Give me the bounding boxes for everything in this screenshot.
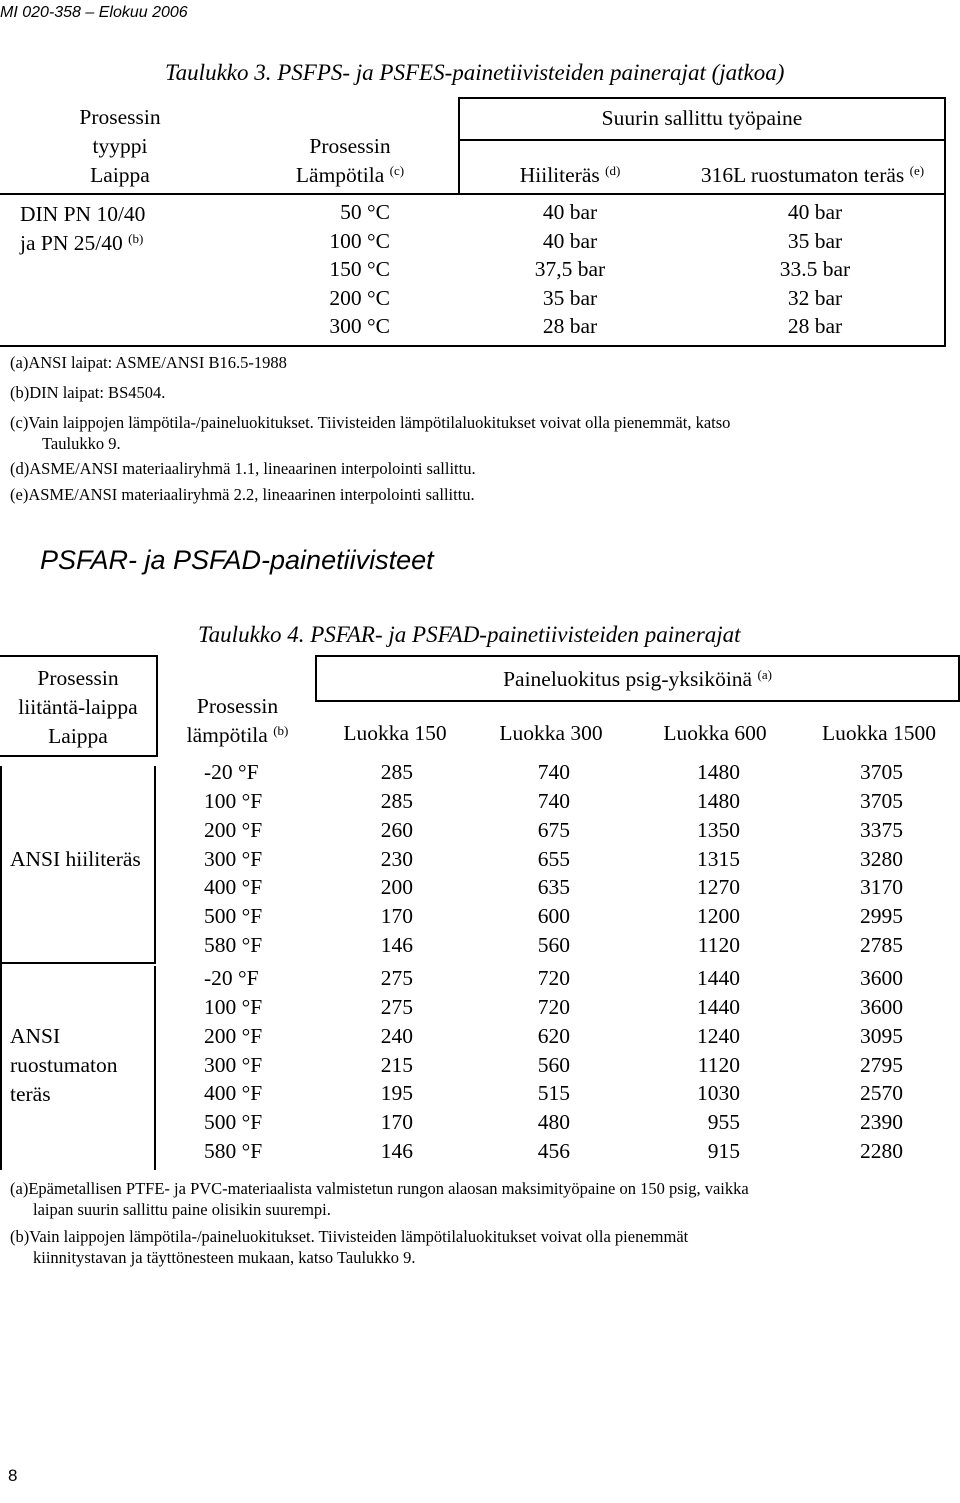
- table4-cell-value: 2570: [860, 1081, 903, 1106]
- table4-cell-value: 146: [380, 933, 413, 958]
- table4-cell-value: 3375: [860, 817, 903, 842]
- table4-cell-temp: 200 °F: [204, 1023, 263, 1048]
- table4-cell-temp: 100 °F: [204, 994, 263, 1019]
- table4-group-label-carbon: ANSI hiiliteräs: [10, 847, 141, 871]
- table4-cell-value: 240: [380, 1023, 413, 1048]
- table4-cell-value: 3280: [860, 846, 903, 871]
- table3-cell-temp: 100 °C: [329, 228, 390, 253]
- table3-cell-ss: 28 bar: [787, 314, 843, 339]
- table4-cell-value: 3095: [860, 1023, 903, 1048]
- table4-cell-value: 215: [380, 1052, 413, 1077]
- table4-cell-value: 285: [380, 788, 413, 813]
- table4-cell-value: 200: [380, 875, 413, 900]
- table4-cell-value: 170: [380, 904, 413, 929]
- table4-cell-temp: 500 °F: [204, 1110, 263, 1135]
- table3-head-process-temp: Prosessin Lämpötila $^{(c)}$: [295, 134, 405, 187]
- table4-cell-value: 720: [537, 994, 570, 1019]
- table4-cell-value: 515: [537, 1081, 570, 1106]
- table4-cell-value: 456: [537, 1139, 570, 1164]
- table3-head-316l: 316L ruostumaton teräs $^{(e)}$: [700, 163, 925, 187]
- table3-process-type: DIN PN 10/40 ja PN 25/40 $^{(b)}$: [20, 202, 146, 255]
- table4-cell-temp: -20 °F: [204, 760, 259, 784]
- table4-footnote-b: (b)Vain laippojen lämpötila-/paineluokitukset. Tiivisteiden lämpötilaluokitukset voivat olla pienemmät kiinnitystavan ja täyttönesteen mukaan, katso Taulukko 9.: [10, 1227, 689, 1267]
- table4-cell-value: 2390: [860, 1110, 903, 1135]
- table4-cell-value: 740: [537, 788, 570, 813]
- table4-cell-value: 146: [380, 1139, 413, 1164]
- table3-head-max-pressure: Suurin sallittu työpaine: [601, 106, 803, 130]
- table4-cell-temp: -20 °F: [204, 966, 259, 990]
- table3-top-rule: [458, 97, 946, 99]
- table3-footnote-b: (b)DIN laipat: BS4504.: [10, 383, 166, 402]
- table4-head-class: Luokka 600: [663, 721, 767, 745]
- table4-group-divider: [0, 962, 156, 964]
- table4-head-class: Luokka 1500: [821, 721, 937, 745]
- table4-group2-vrule: [154, 966, 156, 1170]
- table4-group-rule: [315, 700, 960, 702]
- table3-footnote-e: (e)ASME/ANSI materiaaliryhmä 2.2, lineaarinen interpolointi sallittu.: [10, 485, 475, 504]
- table4-cell-temp: 400 °F: [204, 875, 263, 900]
- table3-footnote-d: (d)ASME/ANSI materiaaliryhmä 1.1, lineaarinen interpolointi sallittu.: [10, 459, 476, 478]
- table4-cell-value: 1120: [697, 933, 740, 958]
- table4-footnote-a: (a)Epämetallisen PTFE- ja PVC-materiaalista valmistetun rungon alaosan maksimityöpaine on 150 psig, vaikka laipan suurin sallittu paine olisikin suurempi.: [10, 1179, 749, 1219]
- table4-cell-value: 2995: [860, 904, 903, 929]
- table3-cell-ss: 40 bar: [787, 200, 843, 224]
- table3-cell-carbon: 35 bar: [542, 285, 598, 310]
- table4-cell-value: 1240: [697, 1023, 740, 1048]
- table3-cell-temp: 300 °C: [329, 314, 390, 339]
- table4-head-pressure-class: Paineluokitus psig-yksiköinä $^{(a)}$: [503, 667, 772, 691]
- table4-cell-value: 275: [380, 966, 413, 990]
- table4-head-class: Luokka 150: [343, 721, 447, 745]
- table3-cell-carbon: 37,5 bar: [534, 257, 606, 282]
- section-title: PSFAR- ja PSFAD-painetiivisteet: [40, 545, 434, 575]
- table4-group-label-stainless: ANSI ruostumaton teräs: [10, 1024, 118, 1106]
- table3-cell-temp: 150 °C: [329, 257, 390, 282]
- table4-cell-temp: 500 °F: [204, 904, 263, 929]
- table4-cell-value: 635: [537, 875, 570, 900]
- table4-cell-value: 1120: [697, 1052, 740, 1077]
- table4-cell-value: 2785: [860, 933, 903, 958]
- table4-cell-temp: 100 °F: [204, 788, 263, 813]
- table4-cell-temp: 580 °F: [204, 933, 263, 958]
- table4-cell-value: 3600: [860, 994, 903, 1019]
- table4-cell-value: 480: [537, 1110, 570, 1135]
- table4-cell-value: 560: [537, 1052, 570, 1077]
- document-header: MI 020-358 – Elokuu 2006: [0, 4, 188, 21]
- table4-cell-value: 1440: [697, 966, 740, 990]
- table4-cell-value: 655: [537, 846, 570, 871]
- table3-cell-carbon: 40 bar: [542, 200, 598, 224]
- table4-cell-value: 720: [537, 966, 570, 990]
- table4-head-connection-flange: Prosessin liitäntä-laippa Laippa: [18, 666, 138, 748]
- table4-top-rule: [315, 655, 960, 657]
- table4-cell-temp: 580 °F: [204, 1139, 263, 1164]
- table4-cell-value: 915: [707, 1139, 740, 1164]
- table3-header-rule: [0, 193, 946, 195]
- table3-cell-temp: 50 °C: [340, 200, 390, 224]
- table4-cell-temp: 200 °F: [204, 817, 263, 842]
- table4-head-process-temp: Prosessin lämpötila $^{(b)}$: [186, 694, 289, 747]
- table4-cell-value: 260: [380, 817, 413, 842]
- table4-left-head-vrule: [156, 655, 158, 755]
- table4-caption: Taulukko 4. PSFAR- ja PSFAD-painetiivisteiden painerajat: [198, 622, 741, 647]
- table4-cell-value: 2280: [860, 1139, 903, 1164]
- table4-cell-value: 1200: [697, 904, 740, 929]
- table3-cell-carbon: 40 bar: [542, 228, 598, 253]
- table3-right-rule: [944, 97, 946, 345]
- table4-cell-value: 285: [380, 760, 413, 784]
- table4-head-class: Luokka 300: [499, 721, 603, 745]
- table4-cell-value: 195: [380, 1081, 413, 1106]
- table4-cell-value: 740: [537, 760, 570, 784]
- table4-cell-value: 620: [537, 1023, 570, 1048]
- table3-cell-ss: 35 bar: [787, 228, 843, 253]
- table4-left-head-rule: [0, 755, 158, 757]
- table4-cell-value: 3705: [860, 788, 903, 813]
- table4-cell-value: 1315: [697, 846, 740, 871]
- table3-cell-temp: 200 °C: [329, 285, 390, 310]
- table4-cell-value: 1480: [697, 788, 740, 813]
- table4-cell-value: 275: [380, 994, 413, 1019]
- table3-group-rule: [458, 139, 946, 141]
- table4-cell-value: 600: [537, 904, 570, 929]
- table3-footnote-c: (c)Vain laippojen lämpötila-/paineluokitukset. Tiivisteiden lämpötilaluokitukset voivat olla pienemmät, katso Taulukko 9.: [10, 413, 731, 453]
- table3-head-carbon-steel: Hiiliteräs $^{(d)}$: [519, 163, 621, 187]
- table3-cell-ss: 32 bar: [787, 285, 843, 310]
- table4-cell-value: 955: [707, 1110, 740, 1135]
- table4-cell-value: 1440: [697, 994, 740, 1019]
- table4-cell-value: 1350: [697, 817, 740, 842]
- table4-cell-temp: 400 °F: [204, 1081, 263, 1106]
- table3-head-process-type: Prosessin tyyppi Laippa: [79, 105, 161, 187]
- table4-cell-value: 1030: [697, 1081, 740, 1106]
- table3-caption: Taulukko 3. PSFPS- ja PSFES-painetiivisteiden painerajat (jatkoa): [165, 60, 785, 85]
- table3-bottom-rule: [0, 345, 946, 347]
- table4-cell-value: 1480: [697, 760, 740, 784]
- table4-cell-value: 560: [537, 933, 570, 958]
- table4-cell-value: 1270: [697, 875, 740, 900]
- table3-cell-ss: 33.5 bar: [779, 257, 851, 282]
- table3-cell-carbon: 28 bar: [542, 314, 598, 339]
- table4-cell-value: 170: [380, 1110, 413, 1135]
- table4-cell-value: 3705: [860, 760, 903, 784]
- table4-cell-value: 3600: [860, 966, 903, 990]
- table4-cell-temp: 300 °F: [204, 846, 263, 871]
- table4-cell-value: 230: [380, 846, 413, 871]
- page-number: 8: [8, 1466, 18, 1485]
- table3-footnote-a: (a)ANSI laipat: ASME/ANSI B16.5-1988: [10, 353, 287, 372]
- table4-left-edge: [0, 766, 2, 1170]
- table4-cell-value: 2795: [860, 1052, 903, 1077]
- table4-cell-value: 675: [537, 817, 570, 842]
- table4-left-top-rule: [0, 655, 158, 657]
- table4-cell-value: 3170: [860, 875, 903, 900]
- table4-group1-vrule: [154, 766, 156, 962]
- table4-cell-temp: 300 °F: [204, 1052, 263, 1077]
